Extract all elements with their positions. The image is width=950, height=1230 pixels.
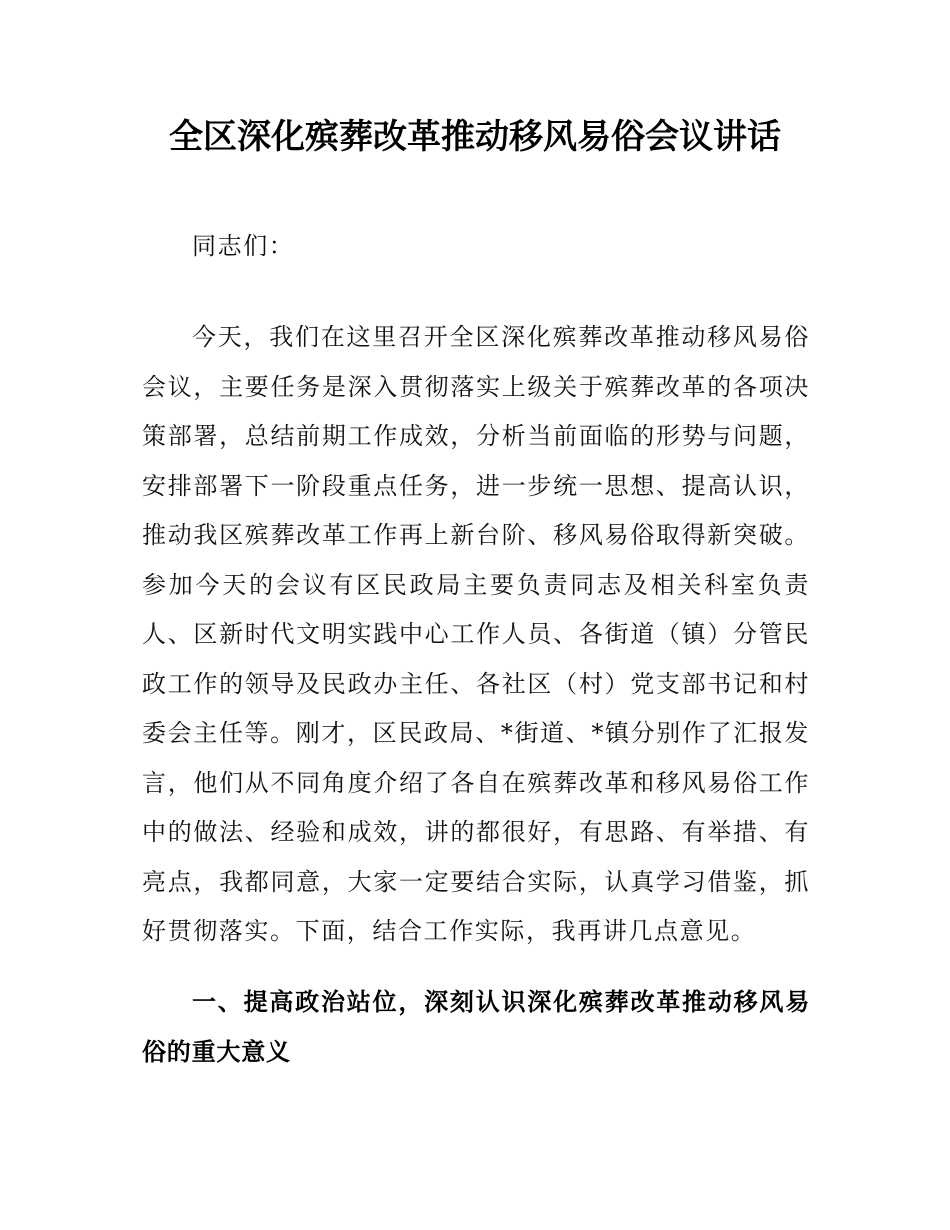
greeting: 同志们： — [192, 232, 295, 260]
document-title: 全区深化殡葬改革推动移风易俗会议讲话 — [169, 117, 781, 157]
body-paragraph: 今天，我们在这里召开全区深化殡葬改革推动移风易俗会议，主要任务是深入贯彻落实上级关于殡葬改革的各项决策部署，总结前期工作成效，分析当前面临的形势与问题，安排部署下一阶段重点任务，进一步统一思想、提高认识，推动我区殡葬改革工作再上新台阶、移风易俗取得新突破。参加今天的会议有区民政局主要负责同志及相关科室负责人、区新时代文明实践中心工作人员、各街道（镇）分管民政工作的领导及民政办主任、各社区（村）党支部书记和村委会主任等。刚才，区民政局、*街道、*镇分别作了汇报发言，他们从不同角度介绍了各自在殡葬改革和移风易俗工作中的做法、经验和成效，讲的都很好，有思路、有举措、有亮点，我都同意，大家一定要结合实际，认真学习借鉴，抓好贯彻落实。下面，结合工作实际，我再讲几点意见。 — [142, 323, 810, 945]
section-heading: 一、提高政治站位，深刻认识深化殡葬改革推动移风易俗的重大意义 — [142, 988, 810, 1066]
